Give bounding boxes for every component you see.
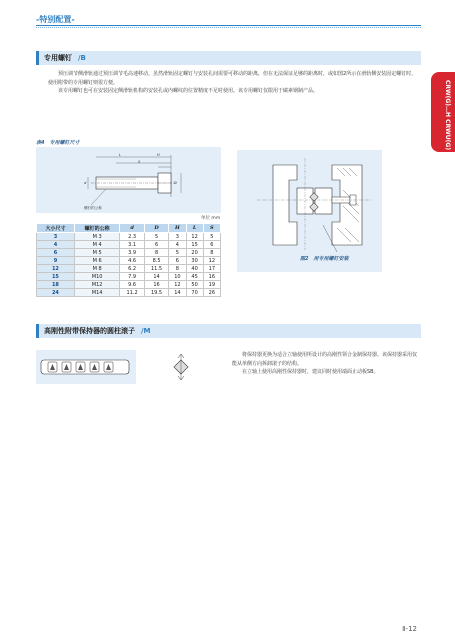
cell: 20 bbox=[186, 249, 203, 257]
cell: 8.5 bbox=[144, 257, 168, 265]
cell: 14 bbox=[169, 289, 186, 297]
cell-size: 4 bbox=[37, 241, 75, 249]
mounting-drawing bbox=[237, 150, 382, 272]
table-row bbox=[37, 289, 221, 297]
dim-label-H: H bbox=[157, 153, 160, 157]
cell: 14 bbox=[144, 273, 168, 281]
figure2-panel bbox=[237, 150, 382, 272]
header-rule bbox=[36, 25, 421, 26]
cage-description bbox=[232, 351, 420, 377]
cell-bolt: M 4 bbox=[74, 241, 119, 249]
cell: 30 bbox=[186, 257, 203, 265]
table-row bbox=[37, 249, 221, 257]
cell: 6 bbox=[144, 241, 168, 249]
set-screw-title: 专用螺钉 bbox=[44, 54, 72, 62]
cell: 6 bbox=[169, 257, 186, 265]
set-screw-description bbox=[48, 70, 420, 96]
cell: 17 bbox=[203, 265, 220, 273]
col-header-bolt: 螺钉的公称 bbox=[74, 224, 119, 233]
table-row bbox=[37, 241, 221, 249]
table-row bbox=[37, 273, 221, 281]
dim-label-d: d bbox=[84, 181, 87, 185]
cell: 6.2 bbox=[120, 265, 144, 273]
table-row bbox=[37, 281, 221, 289]
drawing-label: 螺钉的公称 bbox=[84, 206, 102, 210]
cell: 16 bbox=[144, 281, 168, 289]
cell: 15 bbox=[186, 241, 203, 249]
cell-bolt: M14 bbox=[74, 289, 119, 297]
cell: 6 bbox=[203, 241, 220, 249]
cell: 16 bbox=[203, 273, 220, 281]
cell: 45 bbox=[186, 273, 203, 281]
cell: 12 bbox=[186, 233, 203, 241]
cell: 5 bbox=[203, 233, 220, 241]
dim-label-D: D bbox=[174, 181, 177, 185]
figure2-caption: 图2 用专用螺钉安装 bbox=[300, 256, 349, 262]
unit-label: 单位 mm bbox=[201, 216, 221, 221]
cell-bolt: M12 bbox=[74, 281, 119, 289]
table-header-row bbox=[37, 224, 221, 233]
paragraph: 将保持器更换为适合立轴使用所设计的高刚性领合金制保持器。该保持器采用仅能从单侧方向拆卸滚子的结构。 bbox=[232, 352, 418, 367]
cell-bolt: M 8 bbox=[74, 265, 119, 273]
dim-label-L: L bbox=[119, 153, 122, 157]
cell: 9.6 bbox=[120, 281, 144, 289]
cell-size: 12 bbox=[37, 265, 75, 273]
cell: 19.5 bbox=[144, 289, 168, 297]
cell: 2.3 bbox=[120, 233, 144, 241]
paragraph: 在立轴上使用高刚性保持器时，建议同时使用端面止动板SB。 bbox=[242, 369, 379, 376]
cell: 7.9 bbox=[120, 273, 144, 281]
cell: 11.5 bbox=[144, 265, 168, 273]
side-tab bbox=[431, 72, 455, 152]
cell: 12 bbox=[169, 281, 186, 289]
col-header-D: D bbox=[144, 224, 168, 233]
paragraph: 预压调节侧滑轨通过预压调节毛高速移动。虽然滑轨固定螺钉与安装孔间需要可移动的距离，但在无法保证足够的距离时，或如图2所示在滑轨侧安装固定螺钉时，使用附带的专用螺钉则很方便。 bbox=[48, 71, 417, 86]
side-tab-text: CRW(G)…H CRWU(G) bbox=[444, 80, 451, 151]
cell: 11.2 bbox=[120, 289, 144, 297]
col-header-H: H bbox=[169, 224, 186, 233]
cage-title: 高刚性附带保持器的圆柱滚子 bbox=[44, 327, 135, 335]
cell: 19 bbox=[203, 281, 220, 289]
cage-code: /M bbox=[141, 327, 151, 335]
cell: 3.9 bbox=[120, 249, 144, 257]
table-row bbox=[37, 233, 221, 241]
cell-bolt: M10 bbox=[74, 273, 119, 281]
cell: 50 bbox=[186, 281, 203, 289]
cell: 8 bbox=[203, 249, 220, 257]
cell: 8 bbox=[144, 249, 168, 257]
cell: 40 bbox=[186, 265, 203, 273]
cage-drawing bbox=[36, 350, 136, 384]
set-screw-title-bar bbox=[36, 51, 421, 65]
cell-size: 18 bbox=[37, 281, 75, 289]
cell: 70 bbox=[186, 289, 203, 297]
cell: 5 bbox=[169, 249, 186, 257]
cell-size: 3 bbox=[37, 233, 75, 241]
cell: 4.6 bbox=[120, 257, 144, 265]
cell: 12 bbox=[203, 257, 220, 265]
cell: 3 bbox=[169, 233, 186, 241]
cell-bolt: M 3 bbox=[74, 233, 119, 241]
col-header-size: 大小尺寸 bbox=[37, 224, 75, 233]
cell: 8 bbox=[169, 265, 186, 273]
cell-bolt: M 6 bbox=[74, 257, 119, 265]
cell-size: 9 bbox=[37, 257, 75, 265]
cell-size: 24 bbox=[37, 289, 75, 297]
cell: 4 bbox=[169, 241, 186, 249]
cell: 10 bbox=[169, 273, 186, 281]
dim-label-S: S bbox=[138, 160, 141, 164]
cell-size: 6 bbox=[37, 249, 75, 257]
cell: 26 bbox=[203, 289, 220, 297]
roller-section-drawing bbox=[172, 352, 190, 382]
cage-title-bar bbox=[36, 324, 421, 338]
cell-bolt: M 5 bbox=[74, 249, 119, 257]
col-header-d: d bbox=[120, 224, 144, 233]
cell: 3.1 bbox=[120, 241, 144, 249]
section-header: -特别配置- bbox=[36, 15, 75, 24]
cell: 5 bbox=[144, 233, 168, 241]
set-screw-drawing bbox=[36, 147, 221, 213]
header-dotted-rule bbox=[36, 27, 421, 28]
set-screw-dimension-table bbox=[36, 223, 221, 297]
col-header-S: S bbox=[203, 224, 220, 233]
cell-size: 15 bbox=[37, 273, 75, 281]
table-caption: 表4 专用螺钉尺寸 bbox=[36, 140, 80, 146]
set-screw-code: /B bbox=[78, 54, 86, 62]
col-header-L: L bbox=[186, 224, 203, 233]
paragraph: 该专用螺钉也可在安装固定侧滑轨机构的安装孔或内螺纹的位置精度不足时使用。该专用螺钉仅限用于碳素钢制产品。 bbox=[58, 88, 319, 95]
page-number: Ⅱ-12 bbox=[402, 625, 417, 633]
table-row bbox=[37, 265, 221, 273]
table-row bbox=[37, 257, 221, 265]
